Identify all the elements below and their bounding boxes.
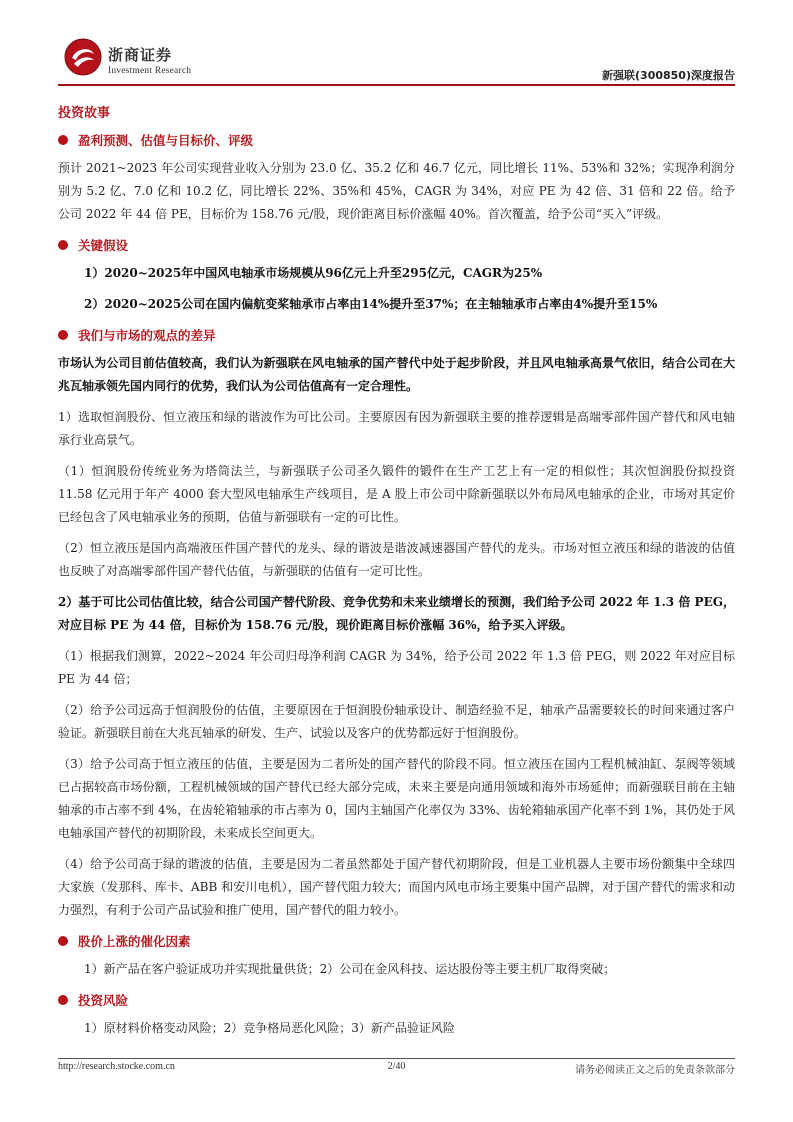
heading-differences: [58, 326, 735, 344]
page-number: 2/40: [387, 1061, 406, 1072]
logo-text: [108, 44, 191, 76]
header-divider: [58, 84, 735, 86]
valuation-point-1: （1）根据我们测算，2022~2024 年公司归母净利润 CAGR 为 34%，给予公司 2022 年 1.3 倍 PEG，则 2022 年对应目标 PE 为 44 倍；: [58, 649, 735, 686]
logo-cn: 浙商证券: [108, 46, 173, 64]
zheshang-logo-icon: [64, 38, 102, 76]
differences-lead: 市场认为公司目前估值较高，我们认为新强联在风电轴承的国产替代中处于起步阶段，并且风电轴承高景气依旧，结合公司在大兆瓦轴承领先国内同行的优势，我们认为公司估值高有一定合理性。: [58, 356, 735, 393]
footer-disclaimer: 请务必阅读正文之后的免责条款部分: [575, 1065, 735, 1076]
comparables-paragraph: 1）选取恒润股份、恒立液压和绿的谐波作为可比公司。主要原因有因为新强联主要的推荐逻辑是高端零部件国产替代和风电轴承行业高景气。: [58, 410, 735, 447]
heading-risks: [58, 991, 735, 1009]
footer-divider: [58, 1058, 735, 1059]
heading-differences-text: 我们与市场的观点的差异: [78, 328, 216, 343]
bullet-icon: [58, 995, 68, 1005]
assumption-2: 2）2020~2025公司在国内偏航变桨轴承市占率由14%提升至37%；在主轴轴承市占率由4%提升至15%: [84, 297, 658, 311]
valuation-point-3: （3）给予公司高于恒立液压的估值，主要是因为二者所处的国产替代的阶段不同。恒立液压在国内工程机械油缸、泵阀等领域已占据较高市场份额，工程机械领域的国产替代已经大部分完成，未来主要是向通用领域和海外市场延伸；而新强联目前在主轴轴承的市占率不到 4%，在齿轮箱轴承的市占率为 0，国内主轴国产化率仅为 33%、齿轮箱轴承国产化率不到 1%，其仍处于风电轴承国产替代的初期阶段，未来成长空间更大。: [58, 757, 735, 840]
heading-catalysts-text: 股价上涨的催化因素: [78, 934, 191, 949]
bullet-icon: [58, 240, 68, 250]
footer-url[interactable]: http://research.stocke.com.cn: [58, 1061, 175, 1072]
bullet-icon: [58, 330, 68, 340]
heading-catalysts: [58, 932, 735, 950]
main-content: [58, 96, 735, 1048]
section-label: 投资故事: [58, 106, 111, 121]
valuation-point-2: （2）给予公司远高于恒润股份的估值，主要原因在于恒润股份轴承设计、制造经验不足，轴承产品需要较长的时间来通过客户验证。新强联目前在大兆瓦轴承的研发、生产、试验以及客户的优势都远好于恒润股份。: [58, 703, 735, 740]
heading-assumptions: [58, 236, 735, 254]
comparables-hengrun: （1）恒润股份传统业务为塔筒法兰，与新强联子公司圣久锻件的锻件在生产工艺上有一定的相似性；其次恒润股份拟投资 11.58 亿元用于年产 4000 套大型风电轴承生产线项目，是 A 股上市公司中除新强联以外布局风电轴承的企业，市场对其定价已经包含了风电轴承业务的预期，估值与新强联有一定的可比性。: [58, 464, 735, 524]
catalysts-paragraph: 1）新产品在客户验证成功并实现批量供货；2）公司在金风科技、运达股份等主要主机厂取得突破；: [84, 962, 616, 976]
heading-forecast-text: 盈利预测、估值与目标价、评级: [78, 133, 254, 148]
risks-paragraph: 1）原材料价格变动风险；2）竞争格局恶化风险；3）新产品验证风险: [84, 1021, 455, 1035]
logo-en: Investment Research: [108, 66, 192, 76]
assumption-1: 1）2020~2025年中国风电轴承市场规模从96亿元上升至295亿元，CAGR为25%: [84, 266, 543, 280]
heading-forecast: [58, 131, 735, 149]
forecast-paragraph: 预计 2021~2023 年公司实现营业收入分别为 23.0 亿、35.2 亿和 46.7 亿元，同比增长 11%、53%和 32%；实现净利润分别为 5.2 亿、7.0 亿和 10.2 亿，同比增长 22%、35%和 45%，CAGR 为 34%，对应 PE 为 42 倍、31 倍和 22 倍。给予公司 2022 年 44 倍 PE，目标价为 158.76 元/股，现价距离目标价涨幅 40%。首次覆盖，给予公司“买入”评级。: [58, 161, 735, 221]
heading-risks-text: 投资风险: [78, 993, 129, 1008]
comparables-hengli: （2）恒立液压是国内高端液压件国产替代的龙头、绿的谐波是谐波减速器国产替代的龙头。市场对恒立液压和绿的谐波的估值也反映了对高端零部件国产替代估值，与新强联的估值有一定可比性。: [58, 541, 735, 578]
heading-assumptions-text: 关键假设: [78, 238, 129, 253]
valuation-lead: 2）基于可比公司估值比较，结合公司国产替代阶段、竞争优势和未来业绩增长的预测，我们给予公司 2022 年 1.3 倍 PEG，对应目标 PE 为 44 倍，目标价为 158.76 元/股，现价距离目标价涨幅 36%，给予买入评级。: [58, 595, 735, 632]
bullet-icon: [58, 936, 68, 946]
bullet-icon: [58, 135, 68, 145]
report-title: 新强联(300850)深度报告: [602, 69, 735, 82]
valuation-point-4: （4）给予公司高于绿的谐波的估值，主要是因为二者虽然都处于国产替代初期阶段，但是工业机器人主要市场份额集中全球四大家族（发那科、库卡、ABB 和安川电机），国产替代阻力较大；而国内风电市场主要集中国产品牌，对于国产替代的需求和动力强烈，有利于公司产品试验和推广使用，国产替代的阻力较小。: [58, 857, 735, 917]
